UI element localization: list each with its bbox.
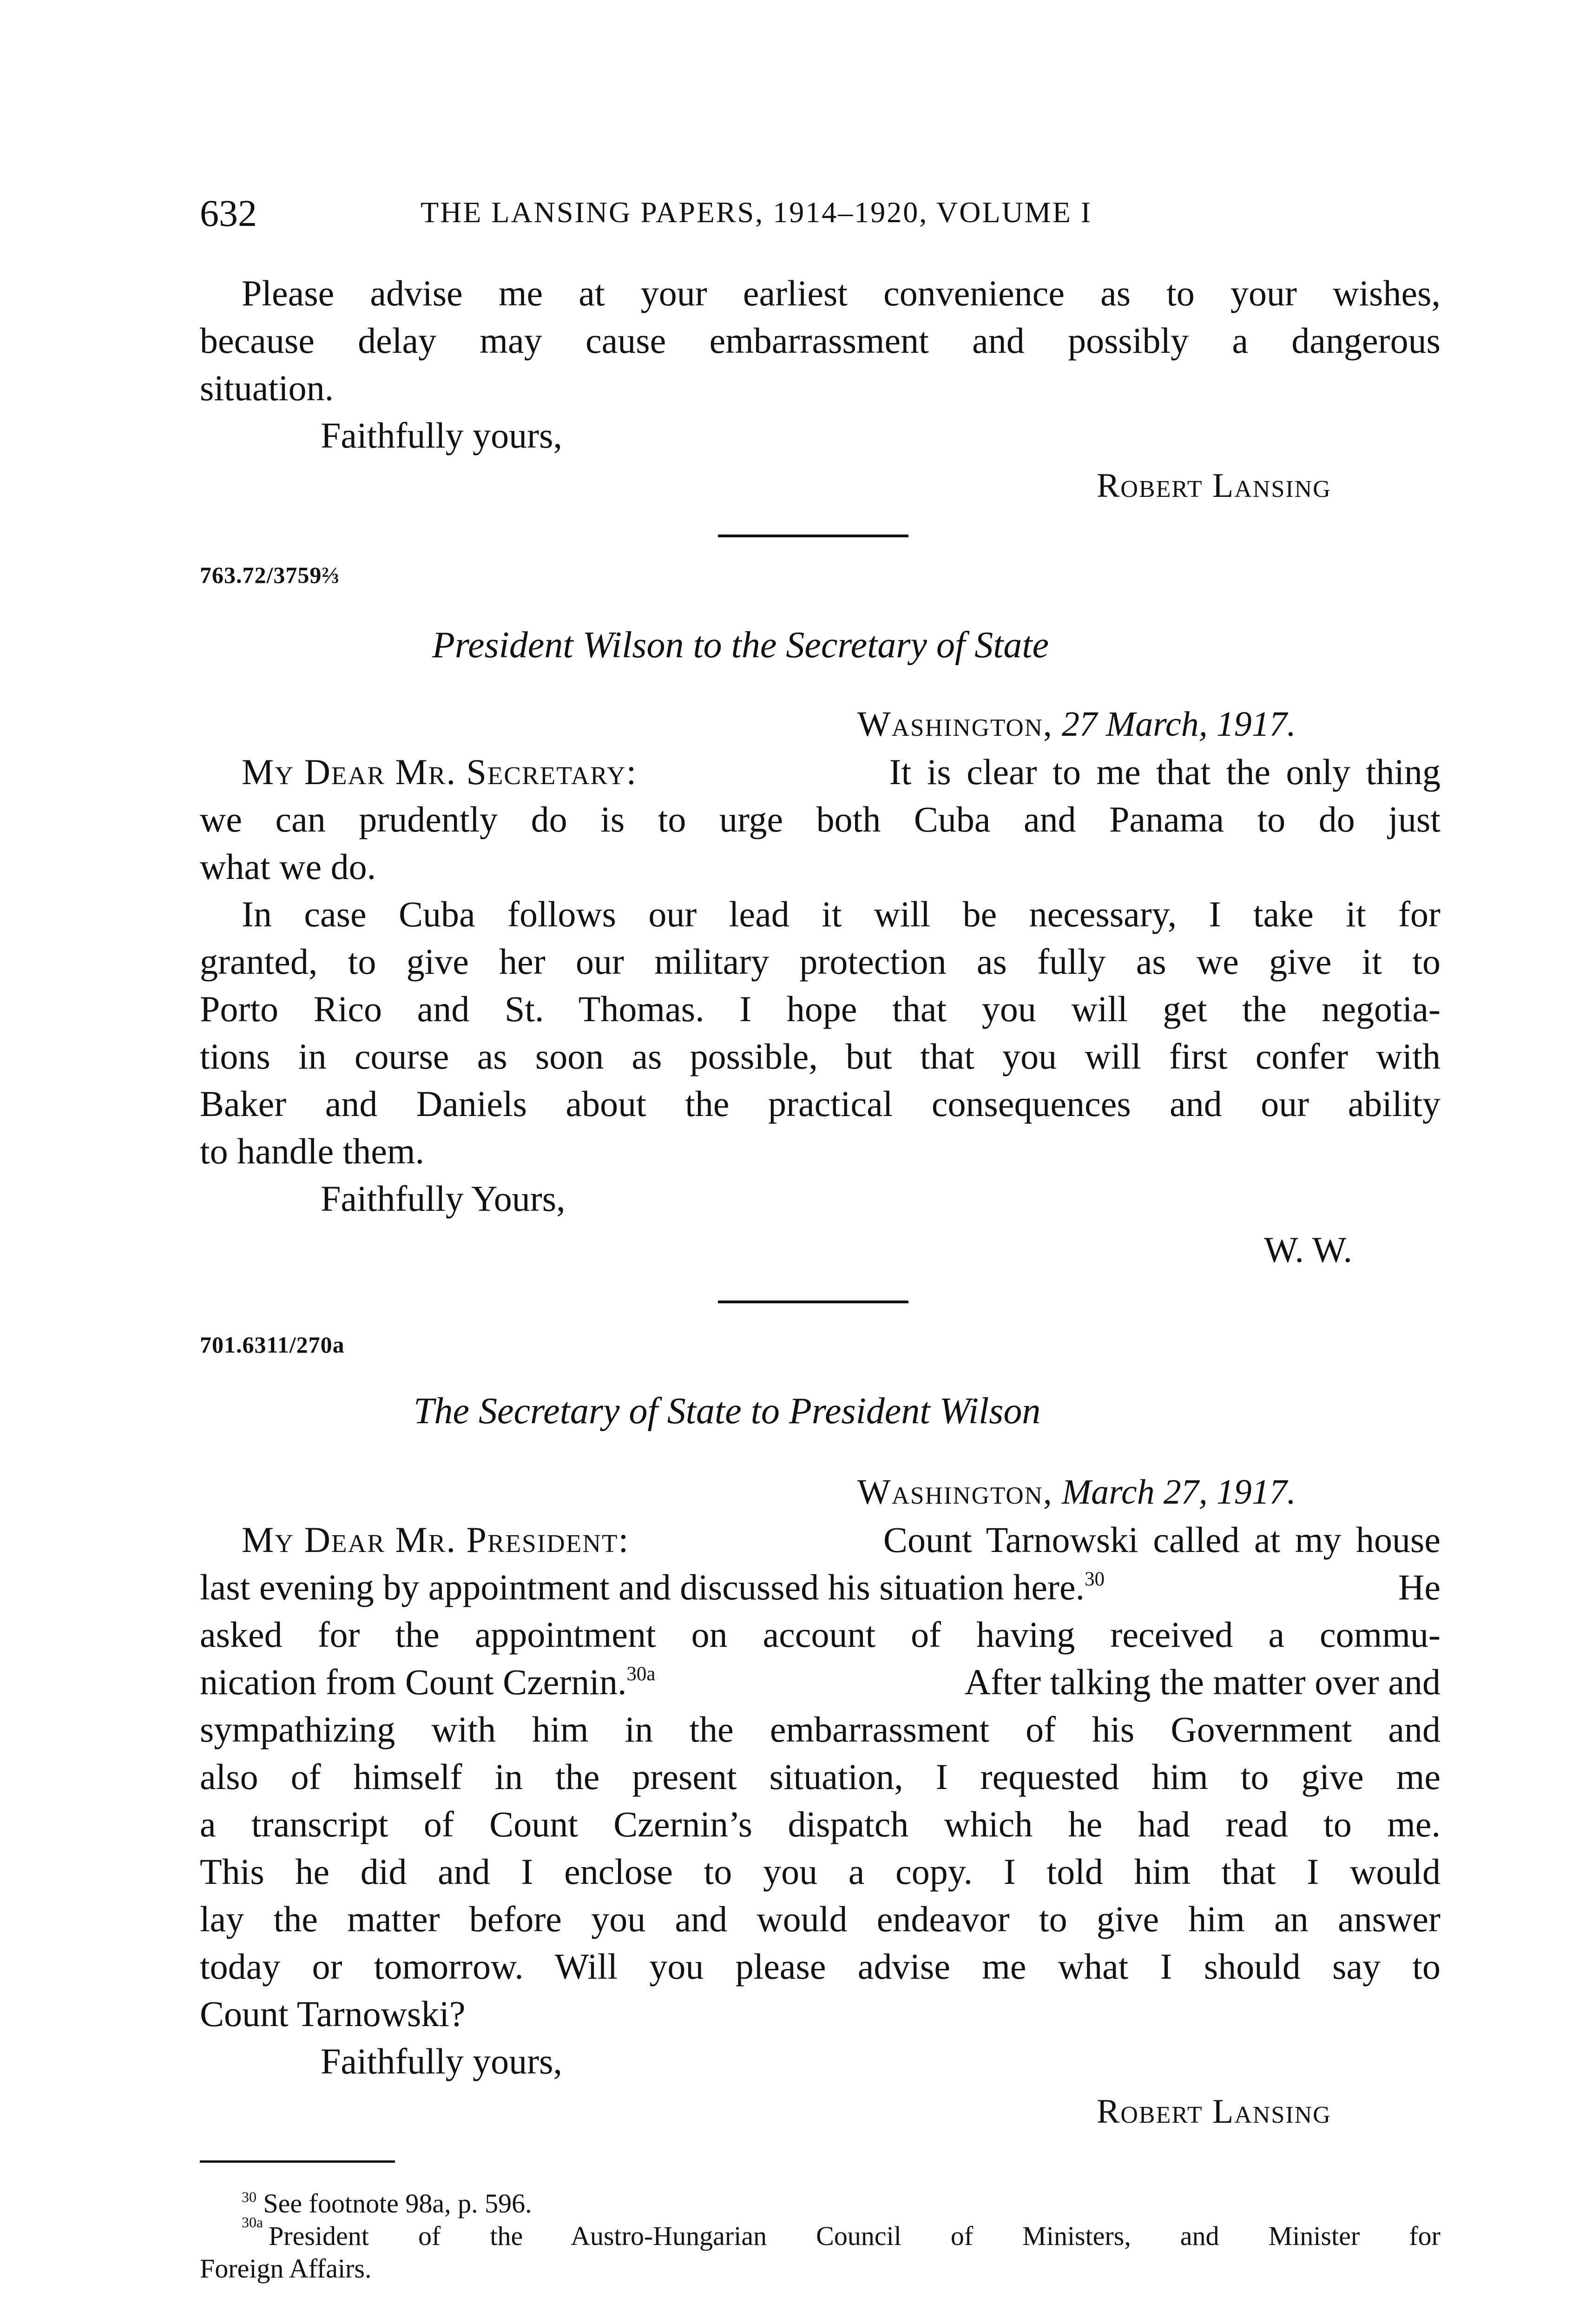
dateline-date: March 27, 1917. — [1061, 1472, 1296, 1512]
body-line: Porto Rico and St. Thomas. I hope that you will get the negotia- — [200, 989, 1440, 1029]
body-text: last evening by appointment and discussed his situation here. — [200, 1567, 1085, 1607]
body-line: a transcript of Count Czernin’s dispatch which he had read to me. — [200, 1804, 1440, 1844]
body-line: today or tomorrow. Will you please advise me what I should say to — [200, 1946, 1440, 1987]
footnote-continuation: Foreign Affairs. — [200, 2253, 372, 2284]
salutation: My Dear Mr. Secretary: — [242, 752, 638, 792]
footnote — [242, 2190, 532, 2217]
body-line: to handle them. — [200, 1131, 425, 1171]
letter1-closing: Faithfully yours, — [321, 415, 562, 456]
salutation-line — [242, 754, 1440, 790]
dateline-date: 27 March, 1917. — [1061, 705, 1296, 744]
body-line: sympathizing with him in the embarrassment of his Government and — [200, 1709, 1440, 1750]
salutation-line — [242, 1519, 1440, 1560]
footnote — [242, 2214, 1440, 2251]
letter-title: President Wilson to the Secretary of State — [432, 625, 1049, 666]
body-text: nication from Count Czernin. — [200, 1662, 627, 1702]
footnote-text: President of the Austro-Hungarian Council of Ministers, and Minister for — [269, 2221, 1440, 2251]
body-line: In case Cuba follows our lead it will be necessary, I take it for — [242, 894, 1440, 934]
body-text: He — [1398, 1567, 1440, 1607]
body-line: Count Tarnowski? — [200, 1994, 466, 2034]
body-line: lay the matter before you and would endeavor to give him an answer — [200, 1899, 1440, 1939]
footnote-text: See footnote 98a, p. 596. — [263, 2188, 532, 2218]
footnote-mark: 30a — [242, 2214, 263, 2231]
letter1-signature: Robert Lansing — [1097, 467, 1331, 505]
letter3-closing: Faithfully yours, — [321, 2041, 562, 2081]
body-line: also of himself in the present situation, I requested him to give me — [200, 1756, 1440, 1797]
running-title: THE LANSING PAPERS, 1914–1920, VOLUME I — [421, 196, 1092, 229]
body-line: granted, to give her our military protection as fully as we give it to — [200, 941, 1440, 982]
body-line: Baker and Daniels about the practical consequences and our ability — [200, 1083, 1440, 1124]
page-number: 632 — [200, 192, 257, 234]
footnote-mark: 30a — [626, 1663, 656, 1685]
file-number: 763.72/3759⅔ — [200, 562, 340, 588]
body-line: what we do. — [200, 846, 376, 887]
body-text: After talking the matter over and — [964, 1662, 1440, 1702]
body-line: This he did and I enclose to you a copy. I told him that I would — [200, 1851, 1440, 1892]
footnote-mark: 30 — [242, 2189, 257, 2205]
letter1-line-1: Please advise me at your earliest convenience as to your wishes, — [242, 273, 1440, 313]
letter2-closing: Faithfully Yours, — [321, 1178, 566, 1219]
letter3-signature: Robert Lansing — [1097, 2093, 1331, 2131]
body-line-with-footnote — [200, 1569, 1440, 1605]
letter2-signature: W. W. — [1264, 1229, 1353, 1270]
section-divider — [718, 535, 908, 537]
dateline — [857, 1474, 1296, 1510]
salutation: My Dear Mr. President: — [242, 1519, 630, 1560]
footnote-rule — [200, 2160, 395, 2163]
body-line: we can prudently do is to urge both Cuba and Panama to do just — [200, 799, 1440, 839]
body-line: It is clear to me that the only thing — [889, 752, 1440, 792]
body-line-with-footnote — [200, 1664, 1440, 1700]
letter1-line-3: situation. — [200, 368, 334, 408]
body-line: tions in course as soon as possible, but that you will first confer with — [200, 1036, 1440, 1076]
dateline-place: Washington, — [857, 705, 1053, 744]
footnote-mark: 30 — [1085, 1568, 1105, 1590]
section-divider — [718, 1301, 908, 1303]
dateline-place: Washington, — [857, 1472, 1053, 1512]
body-line: Count Tarnowski called at my house — [883, 1519, 1440, 1560]
dateline — [857, 706, 1296, 742]
letter1-line-2: because delay may cause embarrassment and possibly a dangerous — [200, 320, 1440, 361]
letter-title: The Secretary of State to President Wilson — [414, 1391, 1041, 1432]
body-line: asked for the appointment on account of having received a commu- — [200, 1614, 1440, 1655]
file-number: 701.6311/270a — [200, 1332, 345, 1358]
